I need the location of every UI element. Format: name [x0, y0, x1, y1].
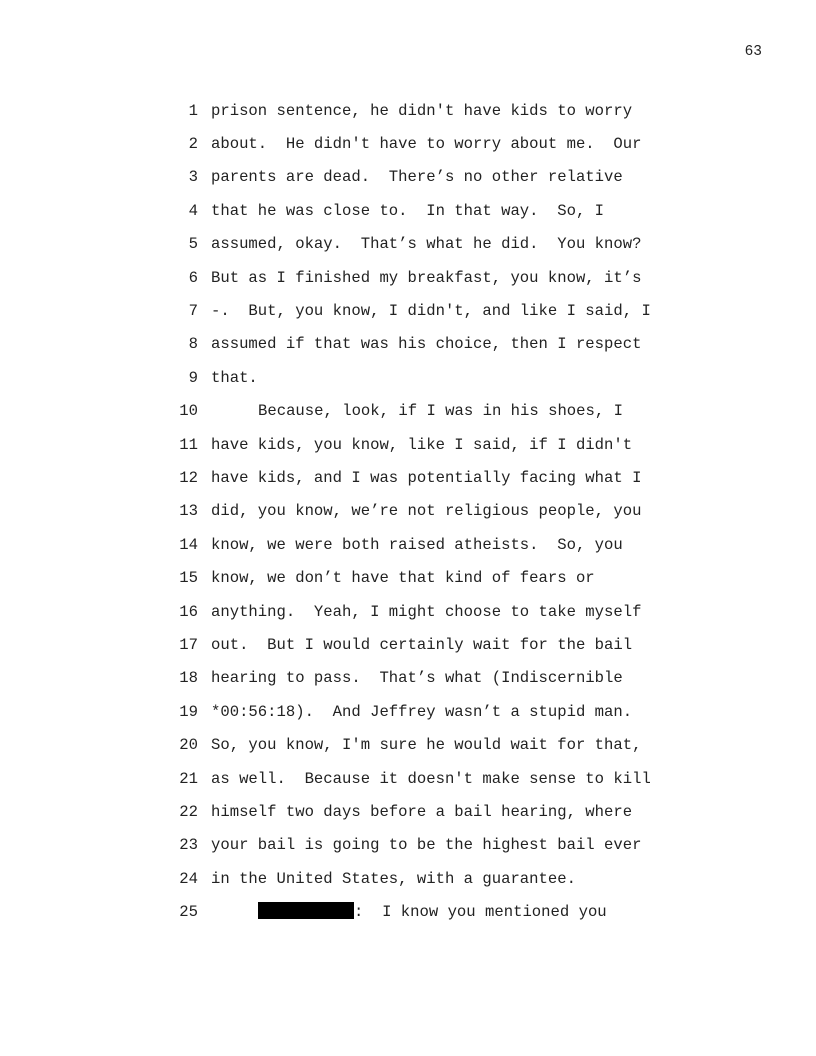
line-text: Because, look, if I was in his shoes, I	[258, 402, 623, 421]
line-text: know, we were both raised atheists. So, you	[211, 535, 623, 554]
transcript-line	[160, 461, 700, 494]
transcript-line	[160, 628, 700, 661]
line-text: have kids, you know, like I said, if I didn't	[211, 435, 633, 454]
line-text: as well. Because it doesn't make sense to kill	[211, 769, 651, 788]
line-text-wrapper	[211, 903, 700, 921]
line-number: 1	[188, 101, 198, 120]
line-number: 21	[179, 769, 198, 788]
line-number: 18	[179, 669, 198, 688]
line-text: did, you know, we’re not religious people, you	[211, 502, 642, 521]
line-number: 23	[179, 836, 198, 855]
line-number: 19	[179, 702, 198, 721]
line-number: 4	[188, 201, 198, 220]
transcript-line	[160, 528, 700, 561]
line-text: out. But I would certainly wait for the bail	[211, 635, 633, 654]
line-number: 9	[188, 368, 198, 387]
line-number: 13	[179, 502, 198, 521]
transcript-line	[160, 328, 700, 361]
line-text: that.	[211, 368, 258, 387]
line-number: 16	[179, 602, 198, 621]
transcript-line	[160, 228, 700, 261]
transcript-line	[160, 428, 700, 461]
line-text: know, we don’t have that kind of fears or	[211, 569, 595, 588]
transcript-line	[160, 261, 700, 294]
transcript-line	[160, 662, 700, 695]
line-text: : I know you mentioned you	[354, 903, 607, 922]
line-text: So, you know, I'm sure he would wait for that,	[211, 736, 642, 755]
line-number: 6	[188, 268, 198, 287]
line-number: 3	[188, 168, 198, 187]
line-number: 14	[179, 535, 198, 554]
line-text: hearing to pass. That’s what (Indiscernible	[211, 669, 623, 688]
transcript-line	[160, 395, 700, 428]
page-number: 63	[744, 44, 762, 60]
line-text: -. But, you know, I didn't, and like I said, I	[211, 302, 651, 321]
transcript-line	[160, 94, 700, 127]
transcript-line	[160, 294, 700, 327]
transcript-line	[160, 161, 700, 194]
line-number: 25	[179, 903, 198, 922]
line-text: in the United States, with a guarantee.	[211, 869, 576, 888]
line-number: 17	[179, 635, 198, 654]
line-text: anything. Yeah, I might choose to take myself	[211, 602, 642, 621]
line-number: 22	[179, 802, 198, 821]
transcript-line	[160, 862, 700, 895]
line-number: 15	[179, 569, 198, 588]
transcript-line	[160, 595, 700, 628]
line-text: assumed, okay. That’s what he did. You know?	[211, 235, 642, 254]
transcript-line	[160, 728, 700, 761]
line-number: 8	[188, 335, 198, 354]
transcript-line	[160, 561, 700, 594]
line-text: prison sentence, he didn't have kids to worry	[211, 101, 633, 120]
transcript-line	[160, 695, 700, 728]
line-text-wrapper	[211, 402, 700, 420]
line-number: 10	[179, 402, 198, 421]
transcript-line	[160, 361, 700, 394]
speaker-redaction	[258, 902, 354, 919]
line-number: 12	[179, 468, 198, 487]
transcript-body	[160, 94, 700, 929]
line-text: But as I finished my breakfast, you know, it’s	[211, 268, 642, 287]
line-number: 2	[188, 135, 198, 154]
line-text: parents are dead. There’s no other relative	[211, 168, 623, 187]
line-number: 5	[188, 235, 198, 254]
line-text: assumed if that was his choice, then I respect	[211, 335, 642, 354]
line-text: himself two days before a bail hearing, where	[211, 802, 633, 821]
line-text: *00:56:18). And Jeffrey wasn’t a stupid man.	[211, 702, 633, 721]
transcript-line	[160, 762, 700, 795]
line-text: have kids, and I was potentially facing what I	[211, 468, 642, 487]
transcript-line	[160, 795, 700, 828]
line-text: your bail is going to be the highest bail ever	[211, 836, 642, 855]
line-text: about. He didn't have to worry about me. Our	[211, 135, 642, 154]
line-number: 20	[179, 736, 198, 755]
line-number: 24	[179, 869, 198, 888]
transcript-line	[160, 194, 700, 227]
transcript-line	[160, 127, 700, 160]
line-number: 11	[179, 435, 198, 454]
transcript-line	[160, 495, 700, 528]
line-text: that he was close to. In that way. So, I	[211, 201, 605, 220]
line-number: 7	[188, 302, 198, 321]
transcript-line	[160, 829, 700, 862]
transcript-line	[160, 895, 700, 928]
